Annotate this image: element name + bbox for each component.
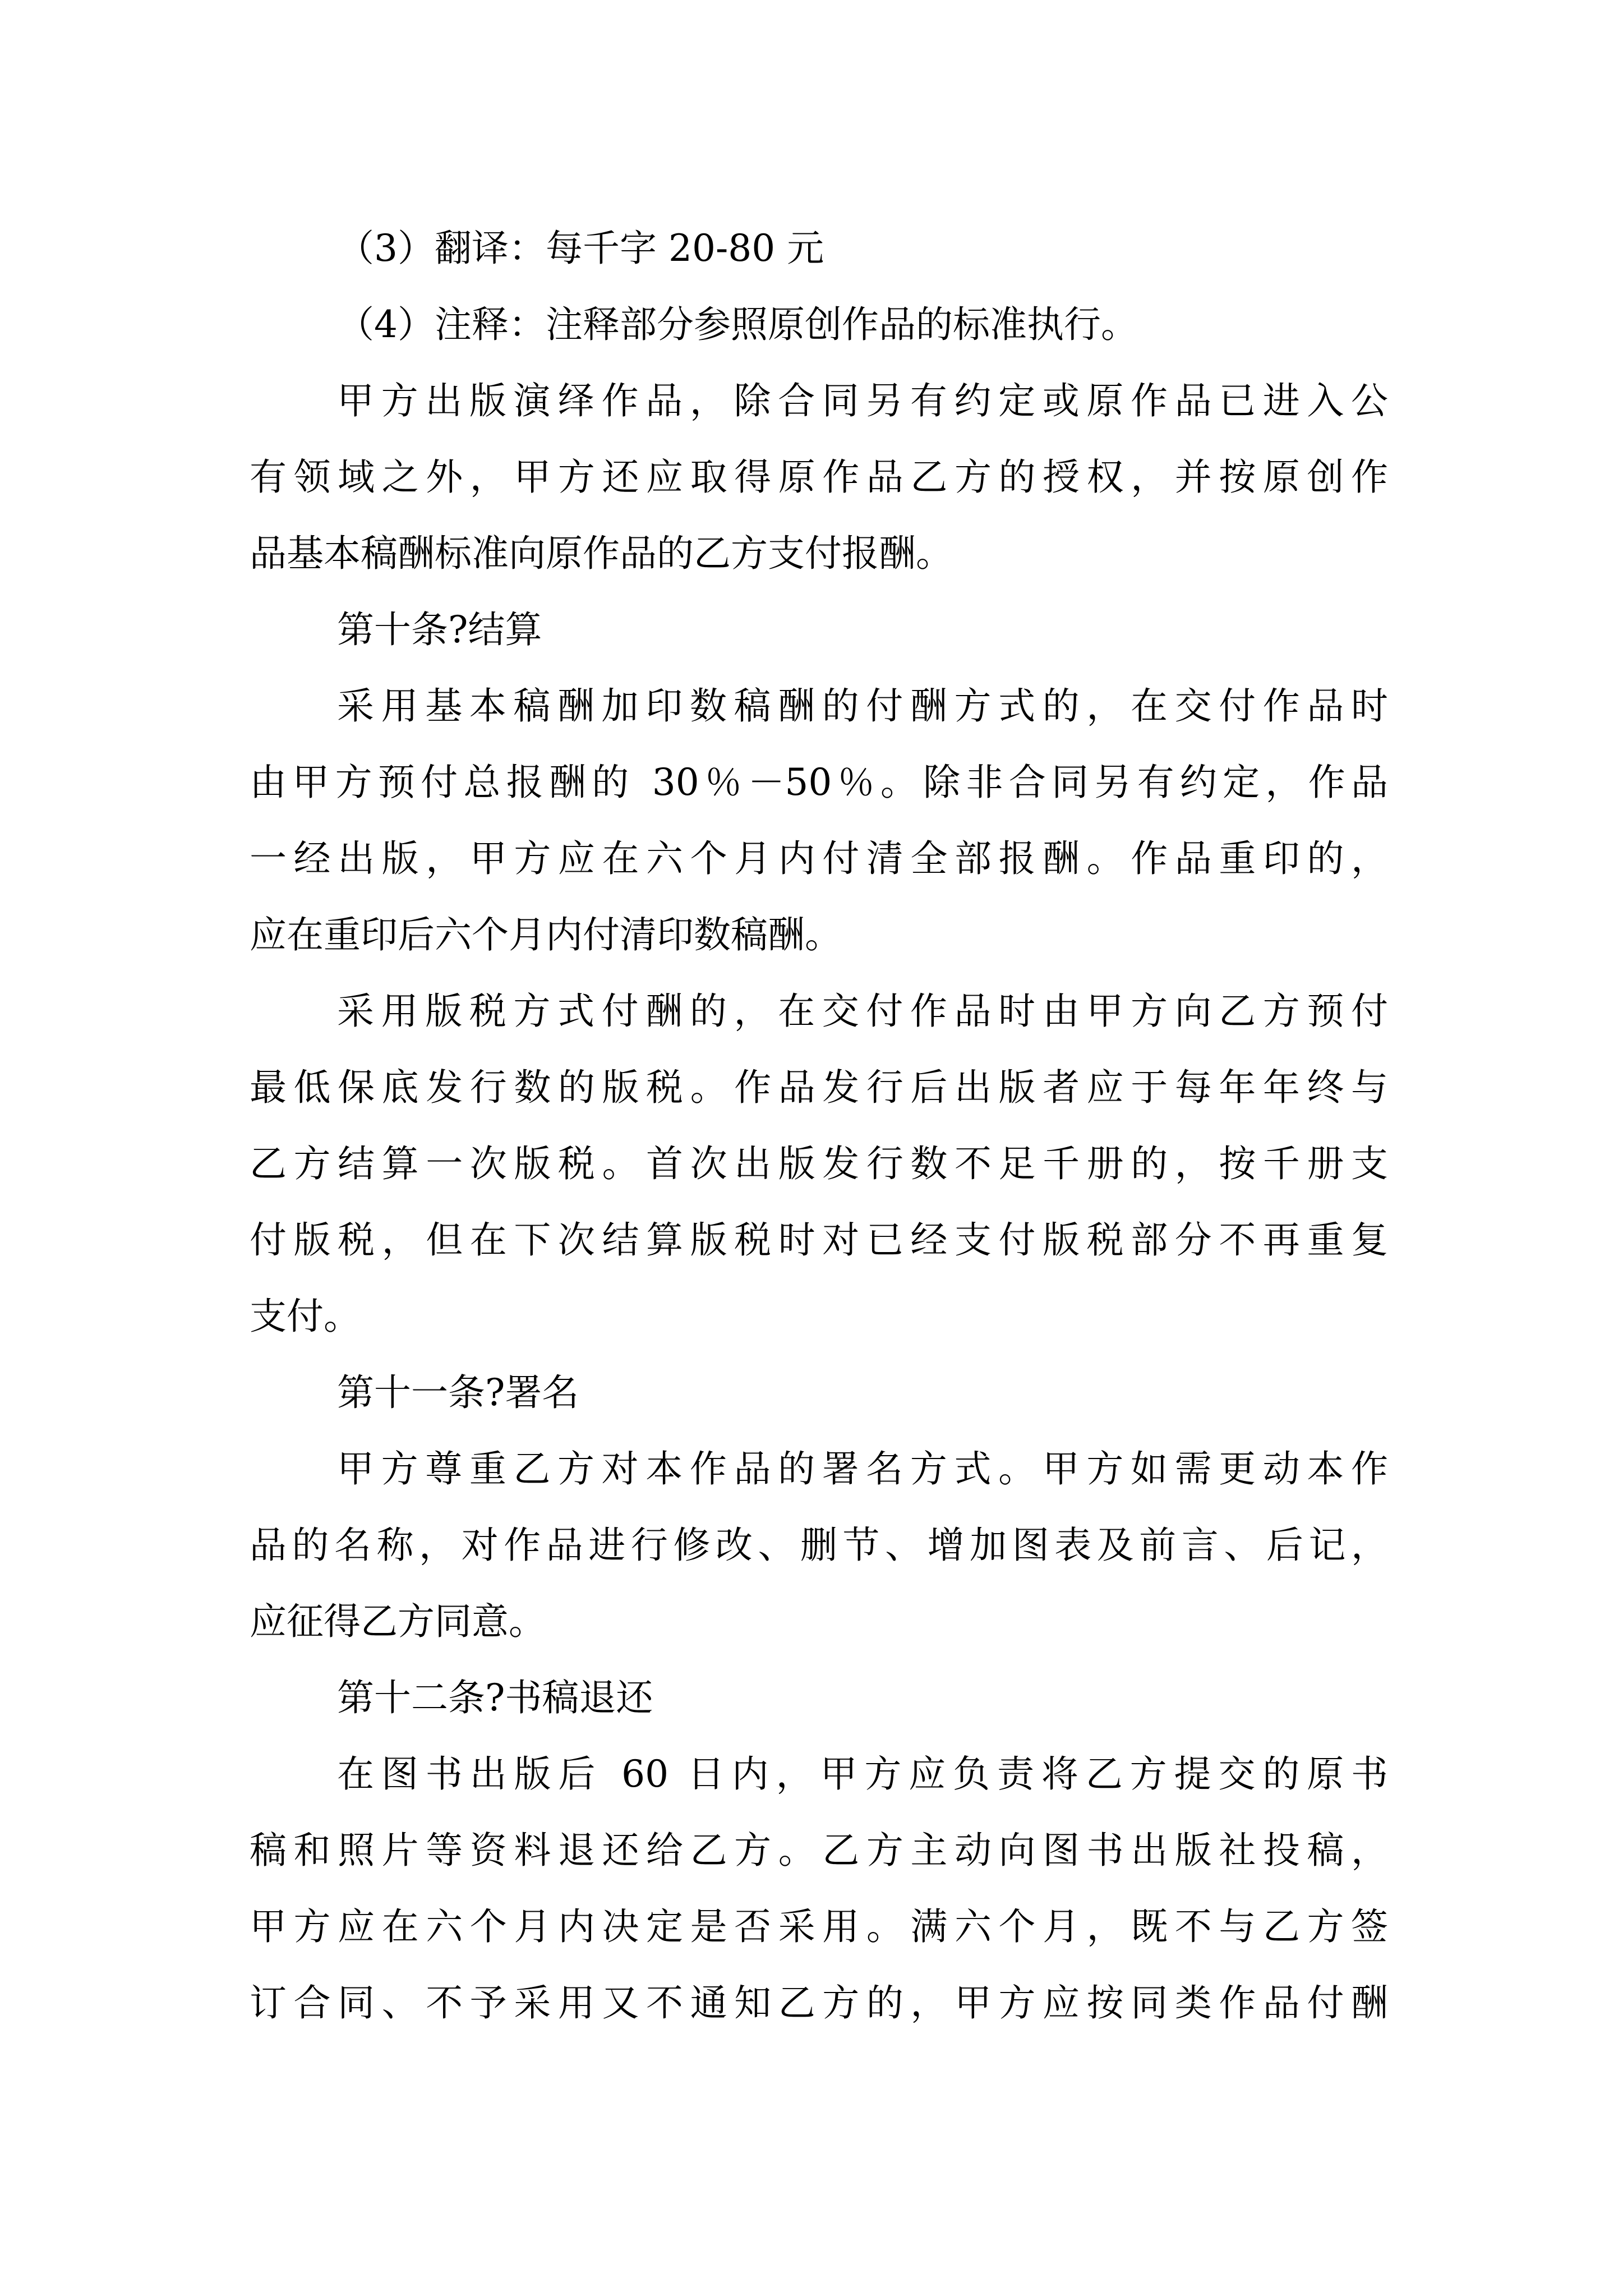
section-heading: 第十条?结算 [337,608,542,651]
paragraph-line: 甲方尊重乙方对本作品的署名方式。甲方如需更动本作 [337,1447,1388,1490]
paragraph-line: 甲方出版演绎作品，除合同另有约定或原作品已进入公 [337,379,1388,422]
document-page [250,210,1388,2041]
paragraph-line: 付版税，但在下次结算版税时对已经支付版税部分不再重复 [250,1218,1388,1262]
paragraph-line: 在图书出版后 60 日内，甲方应负责将乙方提交的原书 [337,1752,1388,1796]
paragraph-line: 采用基本稿酬加印数稿酬的付酬方式的，在交付作品时 [337,684,1388,728]
paragraph-line: 订合同、不予采用又不通知乙方的，甲方应按同类作品付酬 [250,1981,1388,2024]
paragraph-line: 应征得乙方同意。 [250,1600,546,1643]
paragraph-line: 乙方结算一次版税。首次出版发行数不足千册的，按千册支 [250,1142,1388,1185]
section-heading: 第十一条?署名 [337,1371,579,1414]
text-line: （4）注释：注释部分参照原创作品的标准执行。 [337,303,1138,346]
paragraph-line: 支付。 [250,1295,361,1338]
section-heading: 第十二条?书稿退还 [337,1676,653,1719]
paragraph-line: 稿和照片等资料退还给乙方。乙方主动向图书出版社投稿， [250,1829,1388,1872]
paragraph-line: 由甲方预付总报酬的 30％－50％。除非合同另有约定，作品 [250,761,1388,804]
paragraph-line: 甲方应在六个月内决定是否采用。满六个月，既不与乙方签 [250,1905,1388,1948]
paragraph-line: 最低保底发行数的版税。作品发行后出版者应于每年年终与 [250,1066,1388,1109]
paragraph-line: 一经出版，甲方应在六个月内付清全部报酬。作品重印的， [250,837,1388,880]
paragraph-line: 品基本稿酬标准向原作品的乙方支付报酬。 [250,532,953,575]
paragraph-line: 品的名称，对作品进行修改、删节、增加图表及前言、后记， [250,1524,1388,1567]
paragraph-line: 采用版税方式付酬的，在交付作品时由甲方向乙方预付 [337,990,1388,1033]
paragraph-line: 有领域之外，甲方还应取得原作品乙方的授权，并按原创作 [250,455,1388,499]
text-line: （3）翻译：每千字 20-80 元 [337,227,824,270]
paragraph-line: 应在重印后六个月内付清印数稿酬。 [250,913,842,956]
